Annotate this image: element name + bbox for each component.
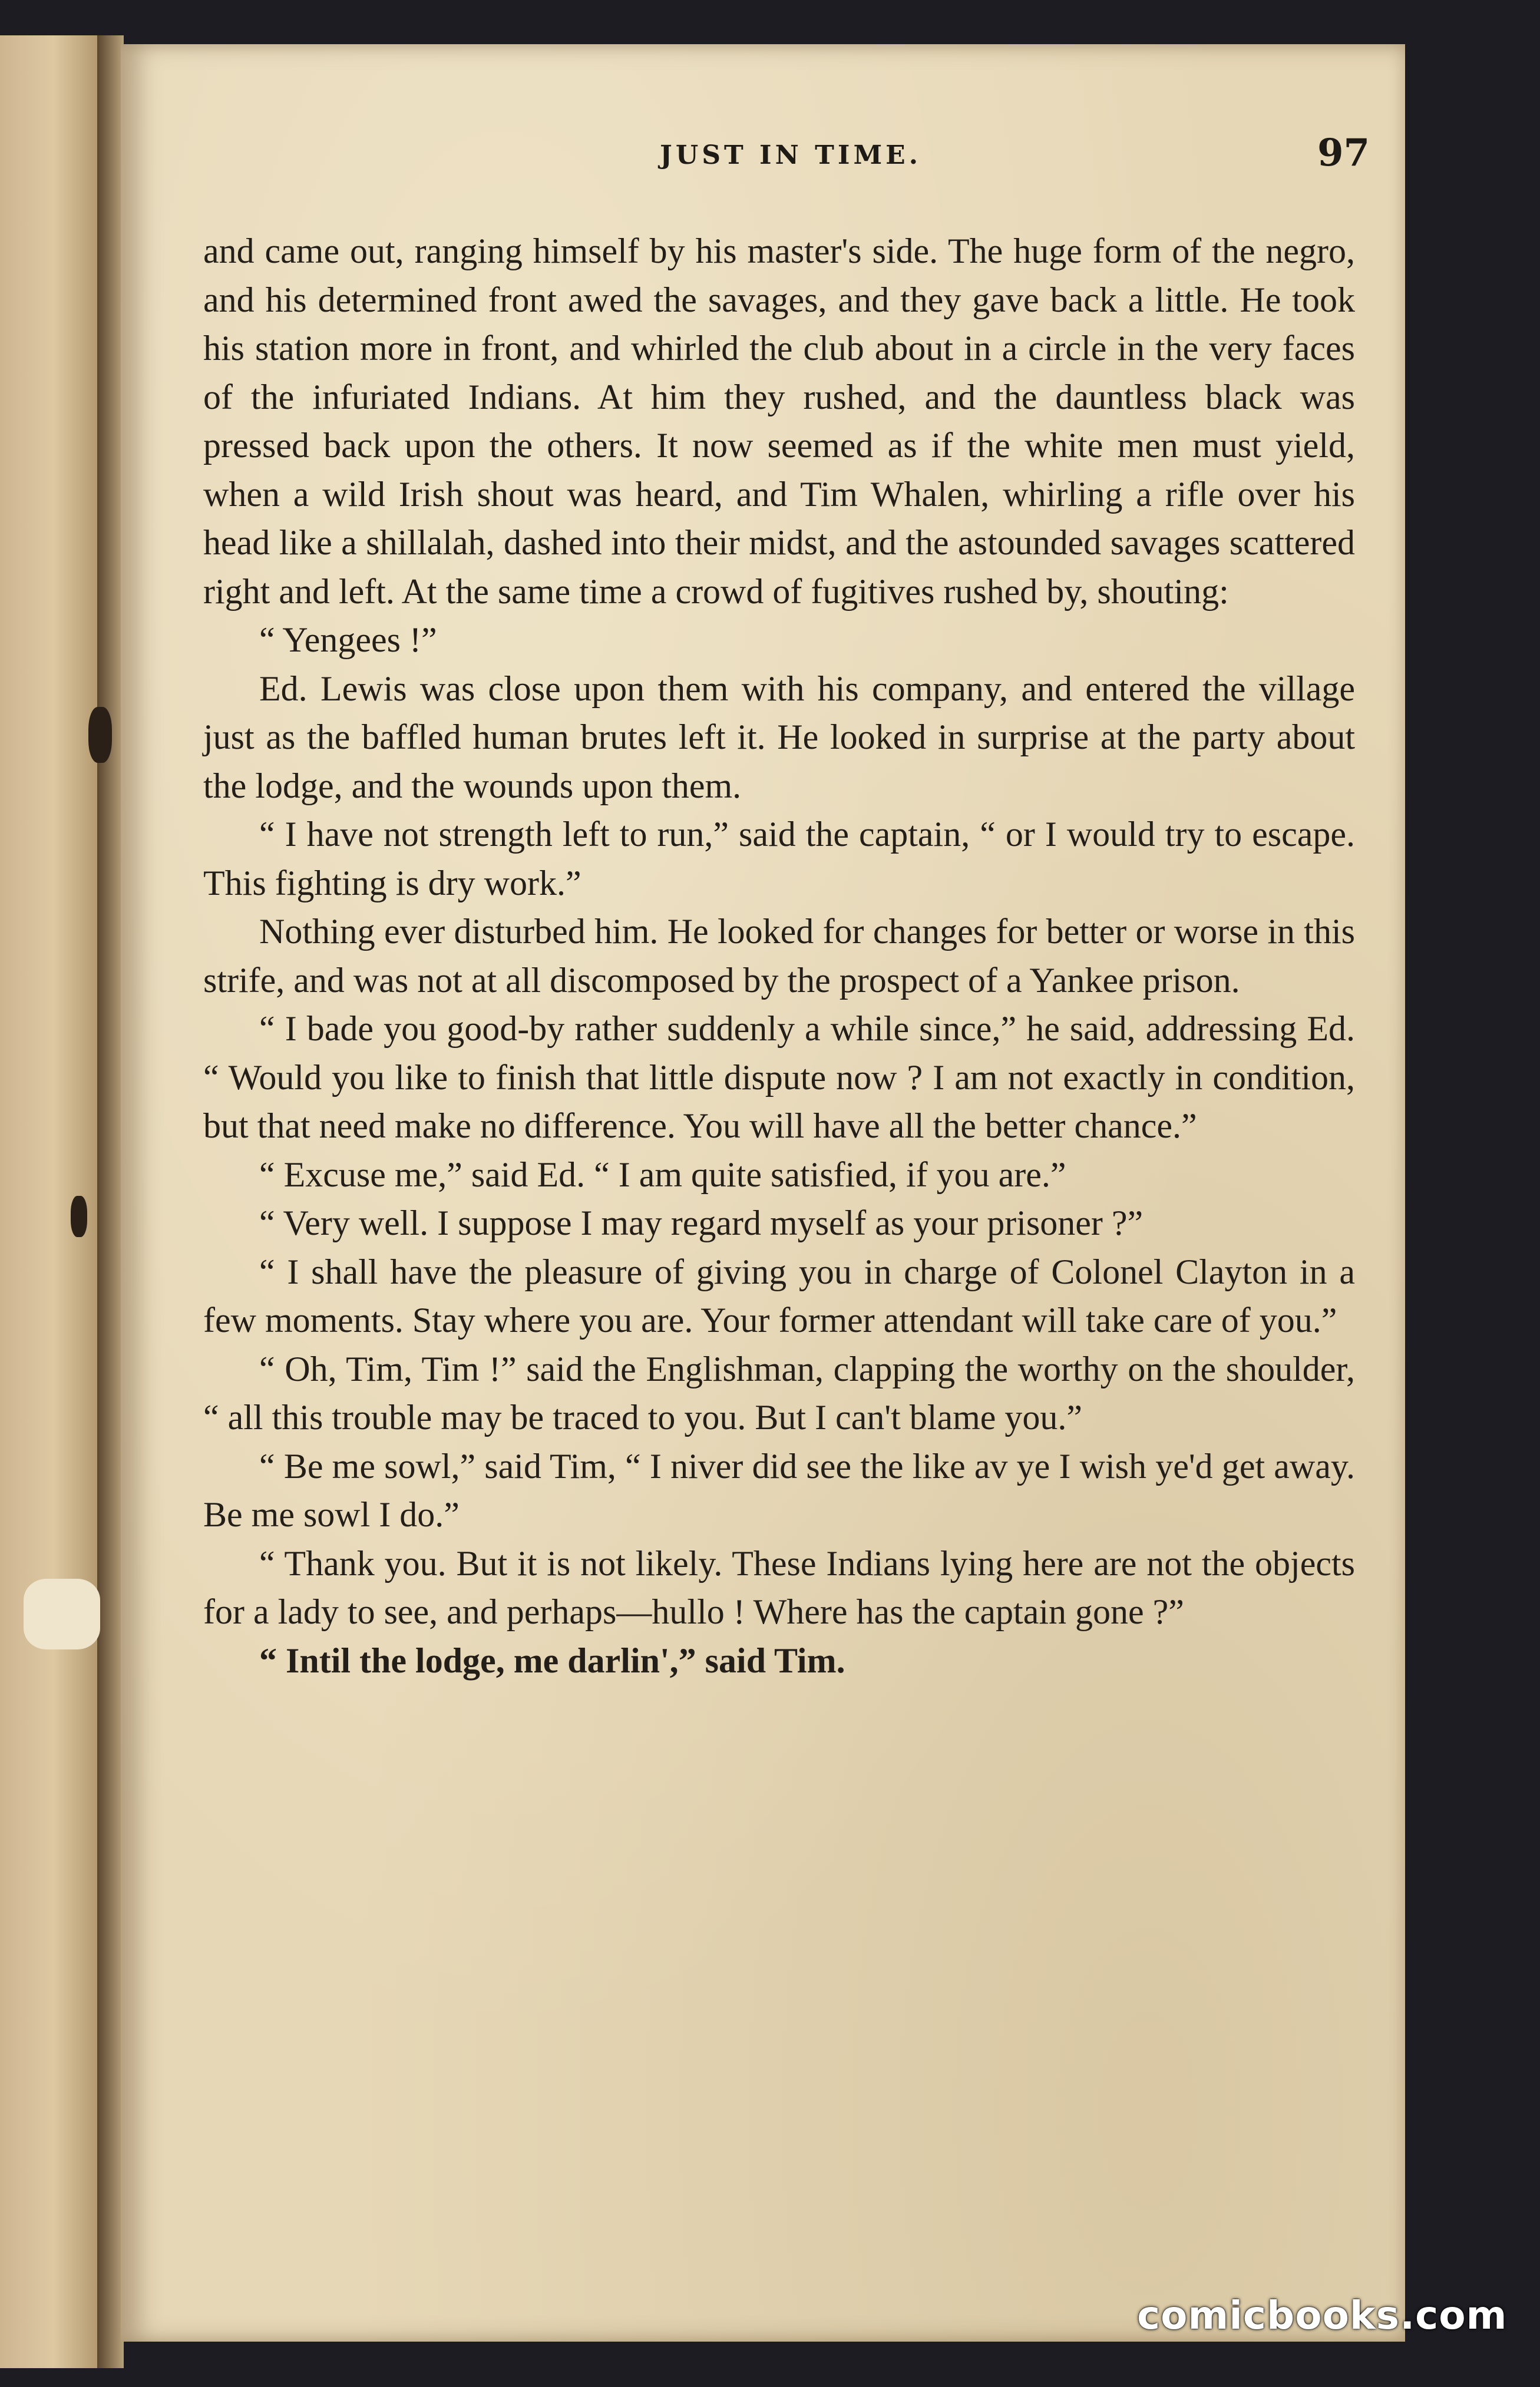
- page-tear-mark: [88, 707, 112, 763]
- paragraph: “ I have not strength left to run,” said the captain, “ or I would try to escape. This fighting is dry work.”: [203, 815, 1355, 902]
- paragraph: “ I shall have the pleasure of giving you in charge of Colonel Clayton in a few moments. Stay where you are. Your former attendant will take care of you.”: [203, 1252, 1355, 1340]
- body-text: [203, 227, 1355, 1685]
- paragraph: “ Excuse me,” said Ed. “ I am quite satisfied, if you are.”: [259, 1155, 1066, 1194]
- site-watermark: comicbooks.com: [1137, 2293, 1508, 2338]
- paragraph-final: “ Intil the lodge, me darlin',” said Tim.: [259, 1641, 845, 1680]
- book-spine-shadow: [97, 35, 124, 2368]
- page-tear-mark: [71, 1196, 87, 1237]
- paragraph: “ Oh, Tim, Tim !” said the Englishman, clapping the worthy on the shoulder, “ all this trouble may be traced to you. But I can't blame you.”: [203, 1349, 1355, 1437]
- paragraph: “ Be me sowl,” said Tim, “ I niver did see the like av ye I wish ye'd get away. Be me sowl I do.”: [203, 1446, 1355, 1534]
- paragraph: Ed. Lewis was close upon them with his company, and entered the village just as the baffled human brutes left it. He looked in surprise at the party about the lodge, and the wounds upon them.: [203, 669, 1355, 805]
- page-number: 97: [1317, 131, 1370, 175]
- paragraph: Nothing ever disturbed him. He looked for changes for better or worse in this strife, and was not at all discomposed by the prospect of a Yankee prison.: [203, 912, 1355, 1000]
- paragraph: and came out, ranging himself by his master's side. The huge form of the negro, and his determined front awed the savages, and they gave back a little. He took his station more in front, and whirled the club about in a circle in the very faces of the infuriated Indians. At him they rushed, and the dauntless black was pressed back upon the others. It now seemed as if the white men must yield, when a wild Irish shout was heard, and Tim Whalen, whirling a rifle over his head like a shillalah, dashed into their midst, and the astounded savages scattered right and left. At the same time a crowd of fugitives rushed by, shouting:: [203, 232, 1355, 611]
- paragraph: “ Thank you. But it is not likely. These Indians lying here are not the objects for a lady to see, and perhaps—hullo ! Where has the captain gone ?”: [203, 1543, 1355, 1631]
- paragraph: “ Yengees !”: [259, 620, 437, 659]
- running-head: JUST IN TIME.: [660, 140, 922, 170]
- paragraph: “ Very well. I suppose I may regard myself as your prisoner ?”: [259, 1204, 1144, 1242]
- page-fray-mark: [24, 1579, 100, 1649]
- facing-page-edge: [0, 35, 102, 2368]
- paragraph: “ I bade you good-by rather suddenly a while since,” he said, addressing Ed. “ Would you like to finish that little dispute now ? I am not exactly in condition, but that need make no difference. You will have all the better chance.”: [203, 1009, 1355, 1145]
